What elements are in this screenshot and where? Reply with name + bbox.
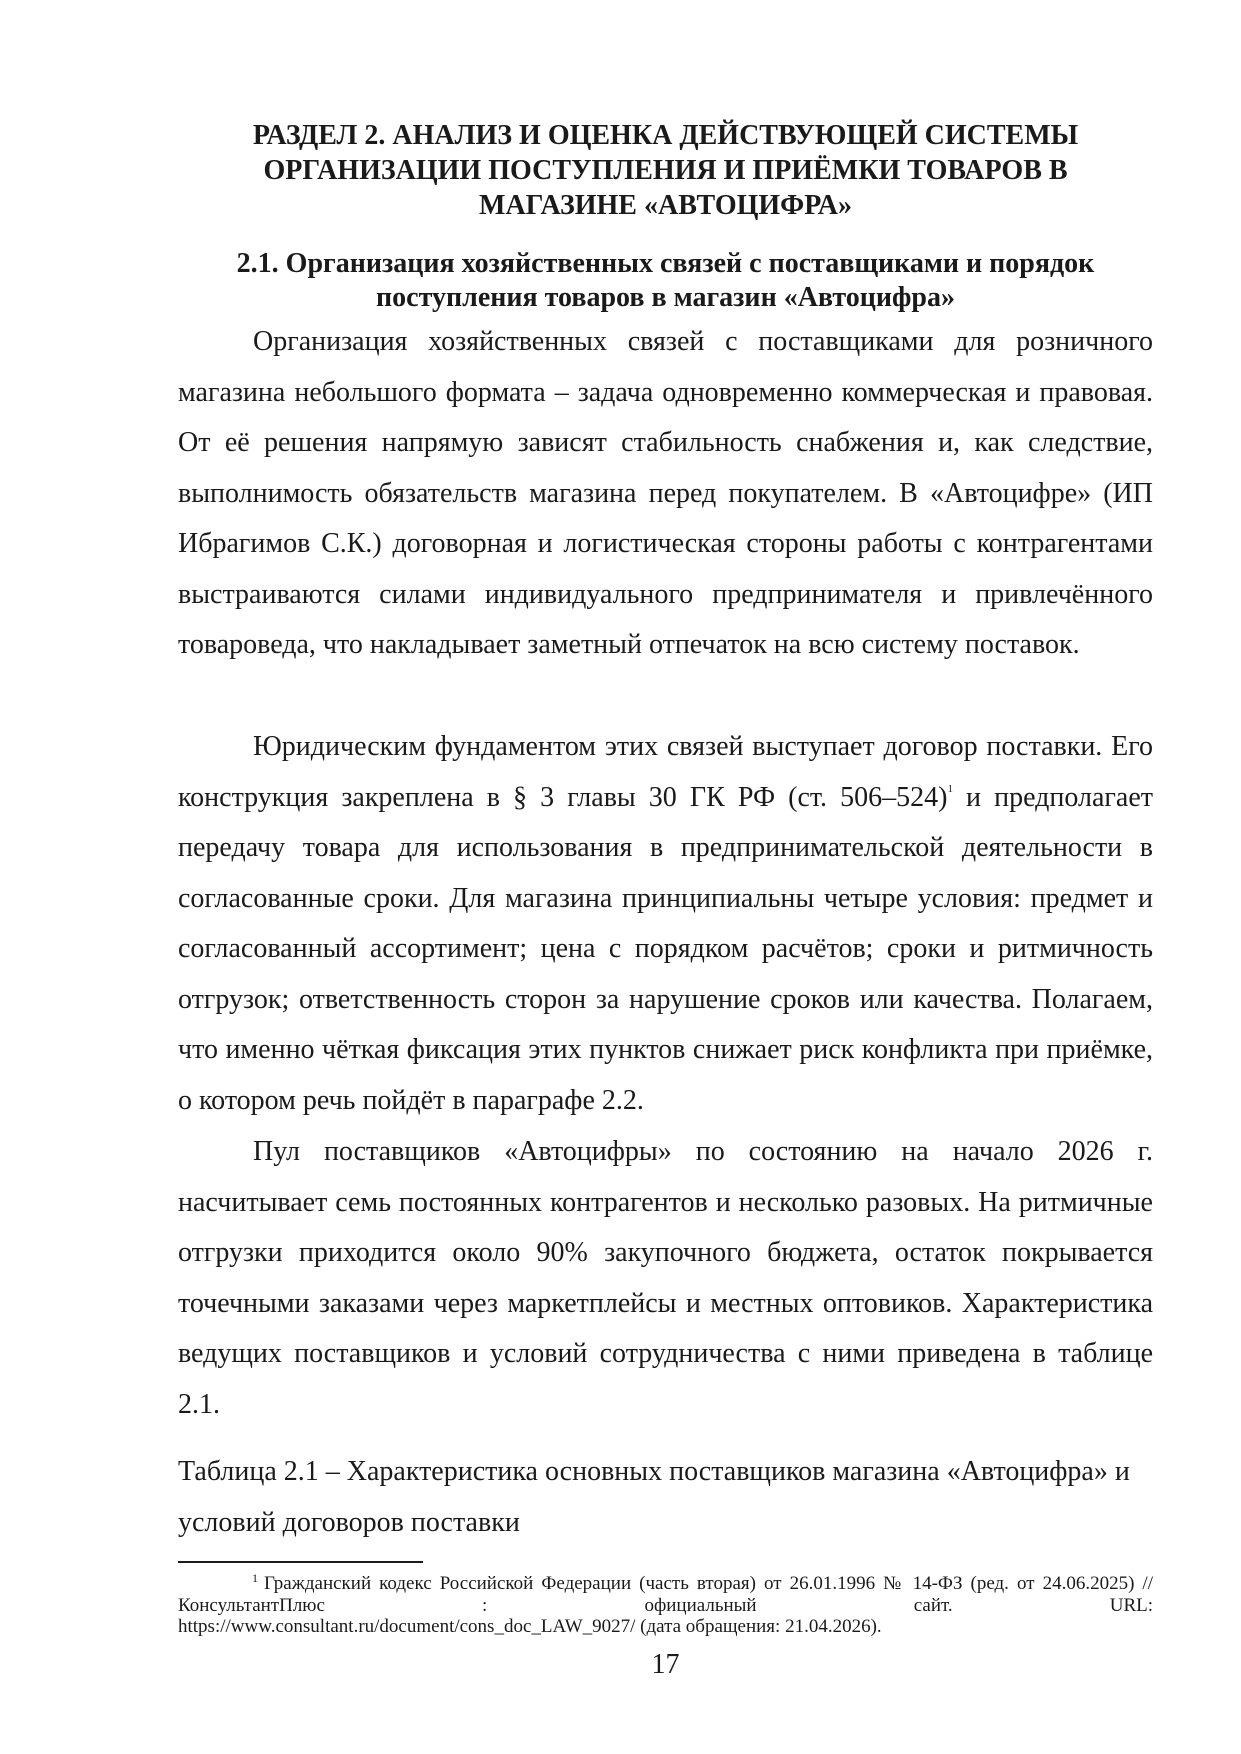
section-title-line: 2.1. Организация хозяйственных связей с поставщиками и порядок bbox=[236, 248, 1095, 279]
body-paragraph: Организация хозяйственных связей с поставщиками для розничного магазина небольшого формата – задача одновременно коммерческая и правовая. От её решения напрямую зависят стабильность снабжения и, как следствие, выполнимость обязательств магазина перед покупателем. В «Автоцифре» (ИП Ибрагимов С.К.) договорная и логистическая стороны работы с контрагентами выстраиваются силами индивидуального предпринимателя и привлечённого товароведа, что накладывает заметный отпечаток на всю систему поставок. bbox=[178, 326, 1153, 660]
footnote-marker: 1 bbox=[252, 1571, 258, 1585]
footnote-text: Гражданский кодекс Российской Федерации (часть вторая) от 26.01.1996 № 14-ФЗ (ред. от 24.06.2025) // КонсультантПлюс : официальный сайт. URL: bbox=[178, 1573, 1153, 1616]
footnote bbox=[178, 1573, 1153, 1638]
chapter-title-line: ОРГАНИЗАЦИИ ПОСТУПЛЕНИЯ И ПРИЁМКИ ТОВАРОВ В bbox=[263, 155, 1068, 186]
paragraph-text: и предполагает передачу товара для использования в предпринимательской деятельности в согласованные сроки. Для магазина принципиальны четыре условия: предмет и согласованный ассортимент; цена с порядком расчётов; сроки и ритмичность отгрузок; ответственность сторон за нарушение сроков или качества. Полагаем, что именно чёткая фиксация этих пунктов снижает риск конфликта при приёмке, о котором речь пойдёт в параграфе 2.2. bbox=[178, 781, 1153, 1116]
body-paragraph: Пул поставщиков «Автоцифры» по состоянию на начало 2026 г. насчитывает семь постоянных контрагентов и несколько разовых. На ритмичные отгрузки приходится около 90% закупочного бюджета, остаток покрывается точечными заказами через маркетплейсы и местных оптовиков. Характеристика ведущих поставщиков и условий сотрудничества с ними приведена в таблице 2.1. bbox=[178, 1136, 1153, 1420]
footnote-url-text: https://www.consultant.ru/document/cons_doc_LAW_9027/ (дата обращения: 21.04.2026). bbox=[178, 1616, 882, 1637]
table-caption: Таблица 2.1 – Характеристика основных поставщиков магазина «Автоцифра» и условий договоров поставки bbox=[178, 1456, 1130, 1538]
page-number: 17 bbox=[651, 1649, 680, 1680]
section-title-line: поступления товаров в магазин «Автоцифра» bbox=[376, 282, 955, 313]
paragraph-text: Юридическим фундаментом этих связей выступает договор поставки. Его конструкция закреплена в § 3 главы 30 ГК РФ (ст. 506–524) bbox=[178, 731, 1153, 813]
chapter-title-line: РАЗДЕЛ 2. АНАЛИЗ И ОЦЕНКА ДЕЙСТВУЮЩЕЙ СИСТЕМЫ bbox=[252, 120, 1079, 151]
chapter-title bbox=[178, 118, 1153, 223]
section-title bbox=[178, 247, 1153, 315]
footnote-separator bbox=[178, 1561, 423, 1563]
body-paragraph bbox=[178, 722, 1153, 1126]
chapter-title-line: МАГАЗИНЕ «АВТОЦИФРА» bbox=[479, 190, 852, 221]
footnote-reference[interactable]: 1 bbox=[947, 782, 953, 795]
